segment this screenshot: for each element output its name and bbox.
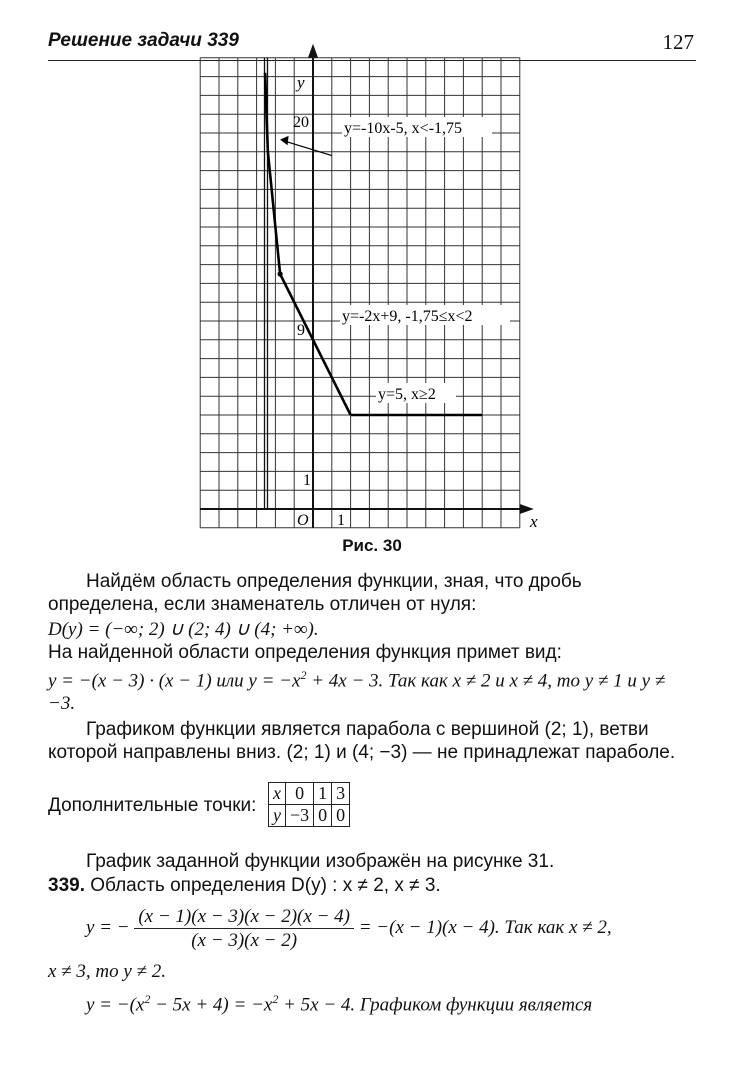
table-cell: 1 [314, 783, 332, 805]
last-line [86, 988, 706, 1016]
table-row-y [269, 805, 350, 827]
superscript: 2 [144, 992, 151, 1006]
function-formula-b: + 4x − 3. Так как x ≠ 2 и x ≠ 4, то y ≠ 1 и y ≠ −3. [48, 670, 666, 715]
tick-label-y1: 1 [303, 472, 311, 489]
axes [200, 44, 534, 528]
annotation-branch3-text: y=5, x≥2 [378, 386, 436, 403]
task-text: Область определения D(y) : x ≠ 2, x ≠ 3. [90, 875, 441, 896]
function-formula-a: y = −(x − 3) · (x − 1) или y = −x [48, 670, 301, 692]
annotation-branch1-text: y=-10x-5, x<-1,75 [344, 120, 463, 137]
y-axis-arrow [308, 44, 318, 58]
task-number: 339. [48, 875, 85, 896]
y-axis-label: y [297, 73, 305, 92]
table-cell: 0 [332, 805, 350, 827]
equation-rhs: = −(x − 1)(x − 4). Так как x ≠ 2, [358, 916, 612, 938]
paragraph-domain-intro: Найдём область определения функции, зная, что дробь определена, если знаменатель отличен от нуля: [48, 571, 582, 615]
running-head: Решение задачи 339 [48, 30, 239, 51]
figure-caption: Рис. 30 [342, 536, 402, 555]
function-formula [48, 664, 696, 715]
equation-fraction [134, 905, 354, 952]
paragraph-function-form: На найденной области определения функция примет вид: [48, 642, 562, 663]
page-number: 127 [662, 30, 694, 54]
annotation-branch3 [376, 383, 456, 403]
fraction-denominator: (x − 3)(x − 2) [191, 930, 298, 951]
extra-points-label: Дополнительные точки: [48, 795, 257, 816]
series-line-2 [280, 274, 351, 415]
extra-points-table [268, 782, 350, 827]
superscript: 2 [272, 992, 279, 1006]
last-line-b: − 5x + 4) = −x [150, 994, 273, 1016]
table-cell: 3 [332, 783, 350, 805]
table-cell: 0 [314, 805, 332, 827]
table-cell: y [269, 805, 286, 827]
table-cell: 0 [286, 783, 314, 805]
last-line-c: + 5x − 4. Графиком функции является [278, 994, 593, 1016]
annotation-branch2 [340, 305, 510, 325]
leader-arrow-branch1 [280, 136, 288, 145]
superscript: 2 [300, 668, 307, 682]
tick-label-y9: 9 [297, 322, 305, 339]
fraction-numerator: (x − 1)(x − 3)(x − 2)(x − 4) [134, 905, 354, 929]
leader-line-branch1 [283, 141, 332, 156]
tick-label-y20: 20 [293, 114, 309, 131]
annotation-branch2-text: y=-2x+9, -1,75≤x<2 [342, 308, 473, 325]
task-339 [48, 874, 696, 897]
table-row-x [269, 783, 350, 805]
table-cell: x [269, 783, 286, 805]
annotation-branch1 [342, 117, 492, 137]
equation-lhs: y = − [86, 916, 130, 938]
table-cell: −3 [286, 805, 314, 827]
paragraph-parabola: Графиком функции является парабола с вершиной (2; 1), ветви которой направлены вниз. (2; 1) и (4; −3) — не принадлежат параболе. [48, 719, 676, 763]
domain-formula: D(y) = (−∞; 2) ∪ (2; 4) ∪ (4; +∞). [48, 619, 319, 640]
paragraph-figure31: График заданной функции изображён на рисунке 31. [86, 851, 555, 872]
x-axis-label: x [530, 512, 538, 531]
origin-label: O [297, 512, 309, 529]
tick-label-x1: 1 [337, 512, 345, 529]
equation-continuation: x ≠ 3, то y ≠ 2. [48, 961, 166, 982]
main-equation [86, 905, 706, 952]
last-line-a: y = −(x [86, 994, 145, 1016]
junction-point [278, 271, 283, 276]
